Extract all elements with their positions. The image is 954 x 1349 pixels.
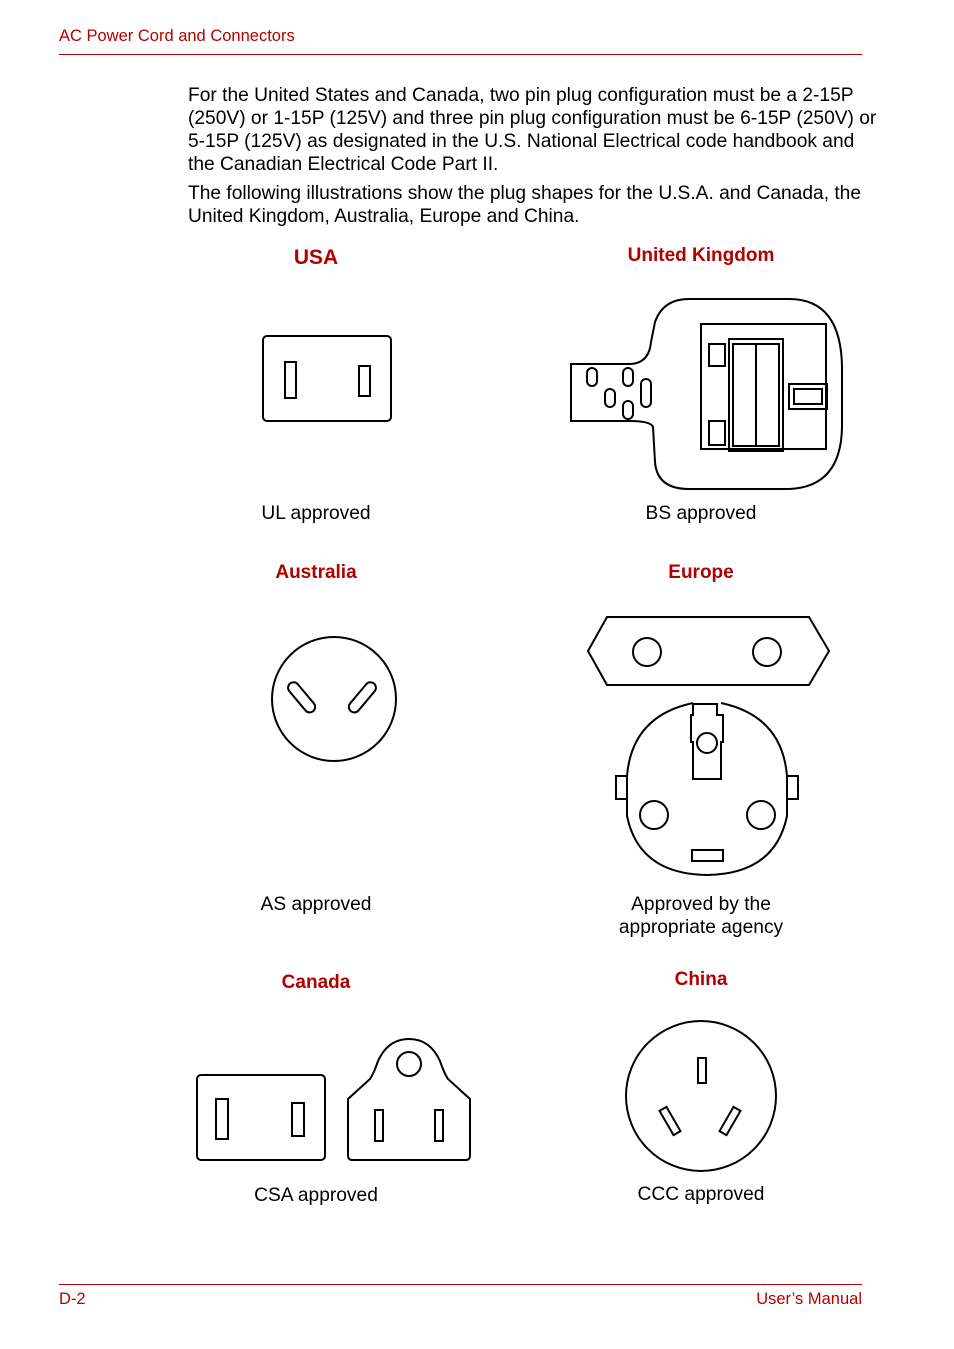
china-caption: CCC approved bbox=[637, 1184, 765, 1205]
running-header: AC Power Cord and Connectors bbox=[59, 27, 295, 45]
paragraph-plug-configuration: For the United States and Canada, two pin plug configuration must be a 2-15P (250V) or 1-15P (125V) and three pin plug configuration must be 6-15P (250V) or 5-15P (125V) as designated in the U.S. National Electrical code handbook and the Canadian Electrical Code Part II. bbox=[188, 85, 877, 175]
europe-plug-illustration bbox=[587, 616, 831, 878]
usa-plug-illustration bbox=[262, 335, 392, 422]
australia-caption: AS approved bbox=[260, 894, 372, 915]
china-title: China bbox=[674, 969, 728, 990]
australia-title: Australia bbox=[275, 562, 357, 583]
uk-caption: BS approved bbox=[645, 503, 757, 524]
paragraph-illustrations-intro: The following illustrations show the plug shapes for the U.S.A. and Canada, the United Kingdom, Australia, Europe and China. bbox=[188, 183, 862, 227]
usa-caption: UL approved bbox=[261, 503, 371, 524]
header-rule bbox=[59, 54, 862, 55]
uk-plug-illustration bbox=[571, 297, 844, 493]
footer-manual-title: User’s Manual bbox=[756, 1290, 862, 1308]
footer-rule bbox=[59, 1284, 862, 1285]
china-plug-illustration bbox=[625, 1020, 778, 1173]
page-number: D-2 bbox=[59, 1290, 86, 1308]
canada-two-pin-plug-illustration bbox=[196, 1074, 326, 1162]
canada-title: Canada bbox=[281, 972, 351, 993]
canada-three-pin-plug-illustration bbox=[346, 1037, 472, 1162]
usa-title: USA bbox=[293, 246, 339, 269]
europe-caption-line2: appropriate agency bbox=[618, 917, 784, 938]
europe-title: Europe bbox=[668, 562, 734, 583]
europe-caption-line1: Approved by the bbox=[631, 894, 771, 915]
canada-caption: CSA approved bbox=[254, 1185, 378, 1206]
australia-plug-illustration bbox=[270, 636, 400, 764]
uk-title: United Kingdom bbox=[627, 245, 775, 266]
